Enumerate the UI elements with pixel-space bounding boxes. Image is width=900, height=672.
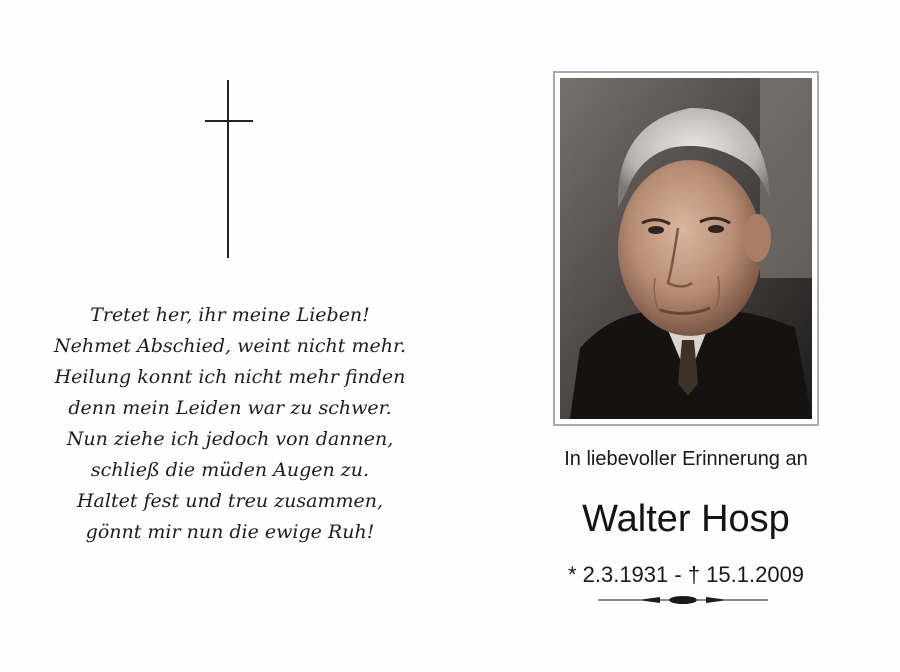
poem-line: denn mein Leiden war zu schwer. xyxy=(68,397,392,419)
portrait-photo xyxy=(560,78,812,419)
portrait-frame xyxy=(553,71,819,426)
poem-line: gönnt mir nun die ewige Ruh! xyxy=(85,521,375,543)
poem-line: Heilung konnt ich nicht mehr finden xyxy=(54,366,406,388)
deceased-name: Walter Hosp xyxy=(582,498,790,540)
portrait-illustration xyxy=(560,78,812,419)
life-dates: * 2.3.1931 - † 15.1.2009 xyxy=(567,562,805,587)
poem-line: Tretet her, ihr meine Lieben! xyxy=(90,304,370,326)
poem-line: Nehmet Abschied, weint nicht mehr. xyxy=(53,335,406,357)
cross-vertical-bar xyxy=(227,80,229,258)
poem-line: Nun ziehe ich jedoch von dannen, xyxy=(66,428,394,450)
cross-horizontal-bar xyxy=(205,120,253,122)
memory-line: In liebevoller Erinnerung an xyxy=(564,448,808,470)
poem-line: schließ die müden Augen zu. xyxy=(90,459,370,481)
poem xyxy=(20,300,440,548)
divider-ornament-icon xyxy=(598,593,768,607)
poem-line: Haltet fest und treu zusammen, xyxy=(76,490,384,512)
cross-icon xyxy=(205,80,255,260)
